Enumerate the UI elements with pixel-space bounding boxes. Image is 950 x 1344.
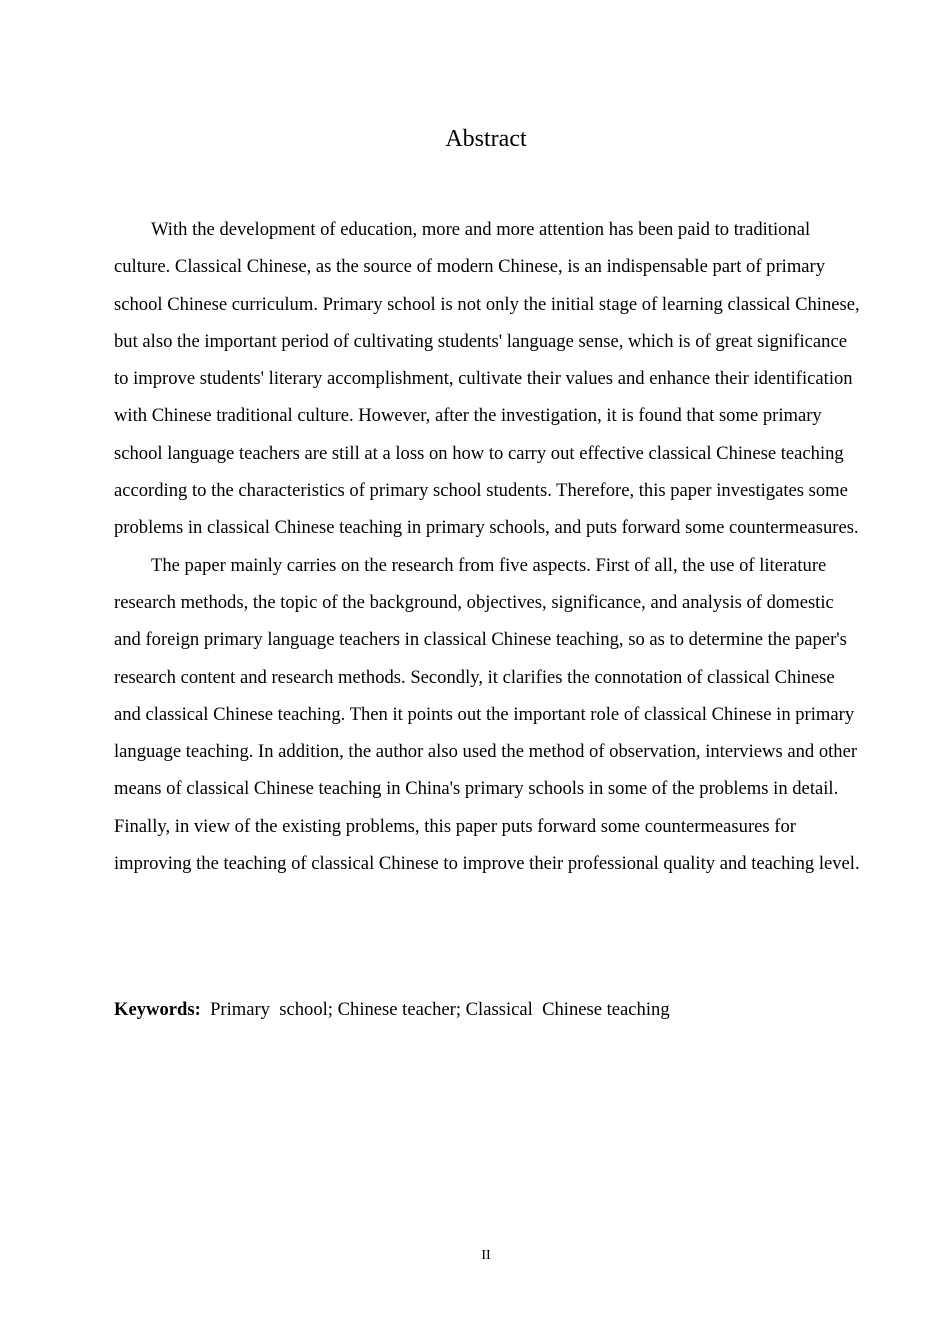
abstract-body: [114, 211, 860, 882]
abstract-title: Abstract: [445, 126, 527, 152]
page-number: II: [481, 1248, 491, 1263]
keywords-label: Keywords:: [114, 999, 201, 1020]
keywords-text: Primary school; Chinese teacher; Classical Chinese teaching: [200, 999, 670, 1020]
abstract-paragraph-1: With the development of education, more and more attention has been paid to traditional culture. Classical Chinese, as the source of modern Chinese, is an indispensable part of primary school Chinese curriculum. Primary school is not only the initial stage of learning classical Chinese, but also the important period of cultivating students' language sense, which is of great significance to improve students' literary accomplishment, cultivate their values and enhance their identification with Chinese traditional culture. However, after the investigation, it is found that some primary school language teachers are still at a loss on how to carry out effective classical Chinese teaching according to the characteristics of primary school students. Therefore, this paper investigates some problems in classical Chinese teaching in primary schools, and puts forward some countermeasures.: [114, 219, 860, 539]
keywords-line: [114, 991, 860, 1028]
abstract-paragraph-2: The paper mainly carries on the research from five aspects. First of all, the use of literature research methods, the topic of the background, objectives, significance, and analysis of domestic and foreign primary language teachers in classical Chinese teaching, so as to determine the paper's research content and research methods. Secondly, it clarifies the connotation of classical Chinese and classical Chinese teaching. Then it points out the important role of classical Chinese in primary language teaching. In addition, the author also used the method of observation, interviews and other means of classical Chinese teaching in China's primary schools in some of the problems in detail. Finally, in view of the existing problems, this paper puts forward some countermeasures for improving the teaching of classical Chinese to improve their professional quality and teaching level.: [114, 554, 860, 875]
